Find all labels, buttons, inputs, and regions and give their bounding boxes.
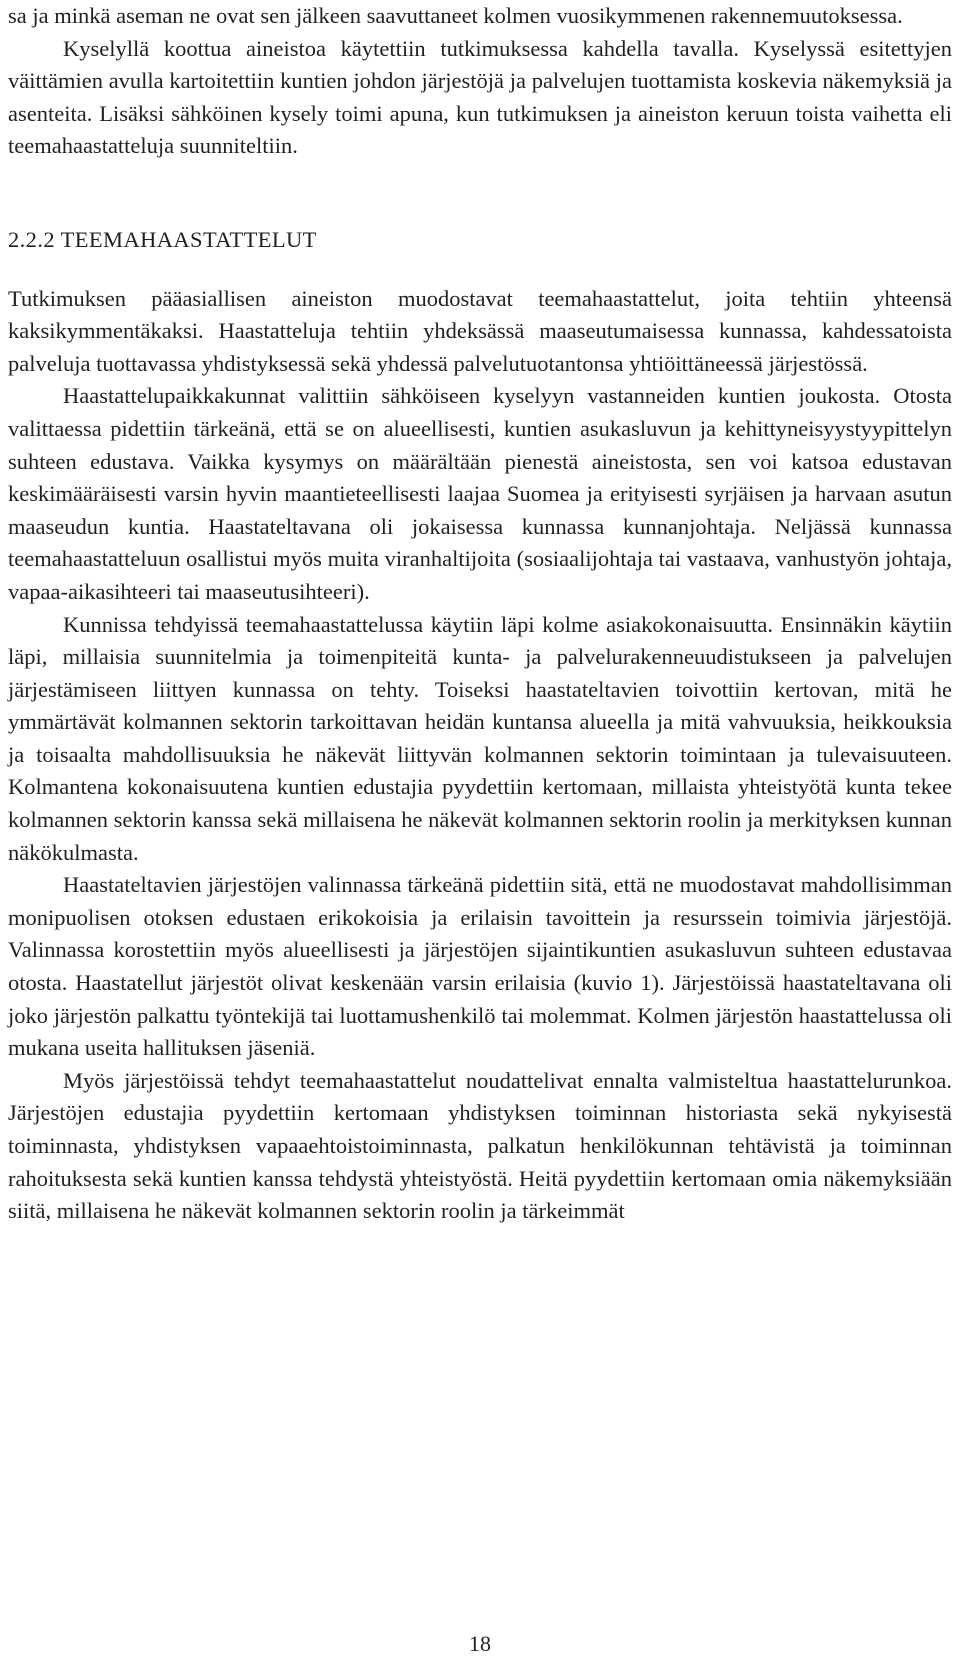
paragraph: Myös järjestöissä tehdyt teemahaastattelut noudattelivat ennalta valmisteltua haastattelurunkoa. Järjestöjen edustajia pyydettiin kertomaan yhdistyksen toiminnan historiasta sekä nykyisestä toiminnasta, yhdistyksen vapaaehtoistoiminnasta, palkatun henkilökunnan tehtävistä ja toiminnan rahoituksesta sekä kuntien kanssa tehdystä yhteistyöstä. Heitä pyydettiin kertomaan omia näkemyksiään siitä, millaisena he näkevät kolmannen sektorin roolin ja tärkeimmät bbox=[8, 1067, 952, 1224]
document-page bbox=[8, 0, 952, 1670]
paragraph: Haastattelupaikkakunnat valittiin sähköiseen kyselyyn vastanneiden kuntien joukosta. Otosta valittaessa pidettiin tärkeänä, että se on alueellisesti, kuntien asukasluvun ja kehittyneisyystyypittelyn suhteen edustava. Vaikka kysymys on määrältään pienestä aineistosta, sen voi katsoa edustavan keskimääräisesti varsin hyvin maantieteellisesti laajaa Suomea ja erityisesti syrjäisen ja harvaan asutun maaseudun kuntia. Haastateltavana oli jokaisessa kunnassa kunnanjohtaja. Neljässä kunnassa teemahaastatteluun osallistui myös muita viranhaltijoita (sosiaalijohtaja tai vastaava, vanhustyön johtaja, vapaa-aikasihteeri tai maaseutusihteeri). bbox=[8, 383, 952, 604]
section-heading: 2.2.2 TEEMAHAASTATTELUT bbox=[8, 226, 317, 252]
paragraph: Tutkimuksen pääasiallisen aineiston muodostavat teemahaastattelut, joita tehtiin yhteensä kaksikymmentäkaksi. Haastatteluja tehtiin yhdeksässä maaseutumaisessa kunnassa, kahdessatoista palveluja tuottavassa yhdistyksessä sekä yhdessä palvelutuotantonsa yhtiöittäneessä järjestössä. bbox=[8, 285, 952, 376]
paragraph: Kyselyllä koottua aineistoa käytettiin tutkimuksessa kahdella tavalla. Kyselyssä esitettyjen väittämien avulla kartoitettiin kuntien johdon järjestöjä ja palvelujen tuottamista koskevia näkemyksiä ja asenteita. Lisäksi sähköinen kysely toimi apuna, kun tutkimuksen ja aineiston keruun toista vaihetta eli teemahaastatteluja suunniteltiin. bbox=[8, 35, 952, 159]
body-text bbox=[8, 0, 952, 1228]
paragraph-continuation: sa ja minkä aseman ne ovat sen jälkeen saavuttaneet kolmen vuosikymmenen rakennemuutoksessa. bbox=[8, 3, 903, 28]
page-number: 18 bbox=[469, 1631, 491, 1656]
paragraph: Haastateltavien järjestöjen valinnassa tärkeänä pidettiin sitä, että ne muodostavat mahdollisimman monipuolisen otoksen edustaen erikokoisia ja erilaisin tavoittein ja resurssein toimivia järjestöjä. Valinnassa korostettiin myös alueellisesti ja järjestöjen sijaintikuntien asukasluvun suhteen edustavaa otosta. Haastatellut järjestöt olivat keskenään varsin erilaisia (kuvio 1). Järjestöissä haastateltavana oli joko järjestön palkattu työntekijä tai luottamushenkilö tai molemmat. Kolmen järjestön haastattelussa oli mukana useita hallituksen jäseniä. bbox=[8, 872, 952, 1061]
spacer bbox=[8, 163, 952, 224]
spacer bbox=[8, 257, 952, 283]
paragraph: Kunnissa tehdyissä teemahaastattelussa käytiin läpi kolme asiakokonaisuutta. Ensinnäkin käytiin läpi, millaisia suunnitelmia ja toimenpiteitä kunta- ja palvelurakenneuudistukseen ja palvelujen järjestämiseen liittyen kunnassa on tehty. Toiseksi haastateltavien toivottiin kertovan, mitä he ymmärtävät kolmannen sektorin tarkoittavan heidän kuntansa alueella ja mitä vahvuuksia, heikkouksia ja toisaalta mahdollisuuksia he näkevät liittyvän kolmannen sektorin toimintaan ja tulevaisuuteen. Kolmantena kokonaisuutena kuntien edustajia pyydettiin kertomaan, millaista yhteistyötä kunta tekee kolmannen sektorin kanssa sekä millaisena he näkevät kolmannen sektorin roolin ja merkityksen kunnan näkökulmasta. bbox=[8, 611, 952, 865]
